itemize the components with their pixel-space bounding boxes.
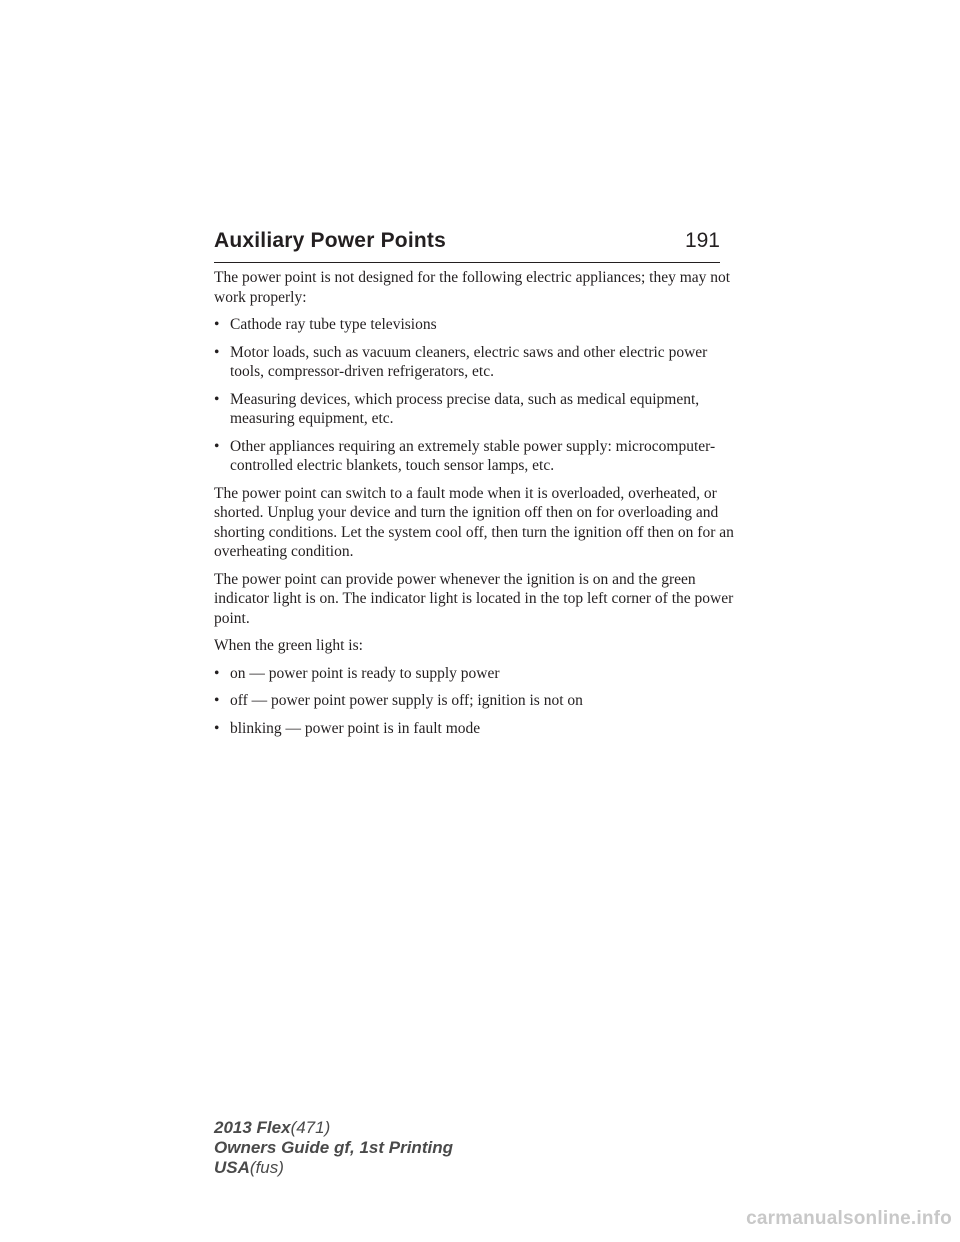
list-item-appliance-2 (214, 343, 734, 382)
list-item-light-blinking (214, 719, 734, 739)
list-item-text: Other appliances requiring an extremely stable power supply: microcomputer-controlled electric blankets, touch sensor lamps, etc. (230, 437, 716, 474)
bullet-icon: • (214, 343, 220, 361)
page-footer (214, 1118, 453, 1178)
power-info-paragraph: The power point can provide power whenever the ignition is on and the green indicator light is on. The indicator light is located in the top left corner of the power point. (214, 570, 734, 627)
list-item-appliance-1 (214, 315, 734, 335)
list-item-light-off (214, 691, 734, 711)
bullet-icon: • (214, 692, 220, 709)
bullet-icon: • (214, 390, 220, 408)
list-item-text: blinking — power point is in fault mode (230, 719, 481, 737)
list-item-text: on — power point is ready to supply power (230, 664, 500, 682)
page-header (214, 226, 720, 263)
green-light-intro: When the green light is: (214, 637, 363, 654)
list-item-text: Measuring devices, which process precise data, such as medical equipment, measuring equipment, etc. (230, 390, 700, 427)
footer-region-line (214, 1158, 453, 1178)
watermark-text: carmanualsonline.info (746, 1208, 952, 1229)
bullet-icon: • (214, 437, 220, 455)
footer-model-line (214, 1118, 453, 1138)
bullet-icon: • (214, 719, 220, 737)
fault-mode-paragraph: The power point can switch to a fault mode when it is overloaded, overheated, or shorted. Unplug your device and turn the ignition off then on for overloading and shorting conditions. Let the system cool off, then turn the ignition off then on for an overheating condition. (214, 484, 734, 560)
footer-model-code: (471) (290, 1118, 331, 1137)
list-item-text: Motor loads, such as vacuum cleaners, electric saws and other electric power tools, compressor-driven refrigerators, etc. (230, 343, 708, 380)
footer-region: USA (214, 1158, 250, 1177)
footer-guide-line (214, 1138, 453, 1158)
intro-paragraph: The power point is not designed for the following electric appliances; they may not work properly: (214, 269, 731, 306)
footer-guide: Owners Guide gf, 1st Printing (214, 1138, 453, 1157)
section-title: Auxiliary Power Points (214, 229, 446, 252)
footer-region-code: (fus) (249, 1158, 284, 1177)
page-body (214, 268, 734, 746)
list-item-appliance-3 (214, 390, 734, 429)
page-number: 191 (684, 229, 720, 252)
list-item-light-on (214, 664, 734, 684)
bullet-icon: • (214, 664, 220, 682)
list-item-text: Cathode ray tube type televisions (230, 316, 437, 333)
list-item-text: off — power point power supply is off; ignition is not on (230, 692, 583, 709)
bullet-icon: • (214, 316, 220, 333)
footer-model: 2013 Flex (214, 1118, 291, 1137)
list-item-appliance-4 (214, 437, 734, 476)
